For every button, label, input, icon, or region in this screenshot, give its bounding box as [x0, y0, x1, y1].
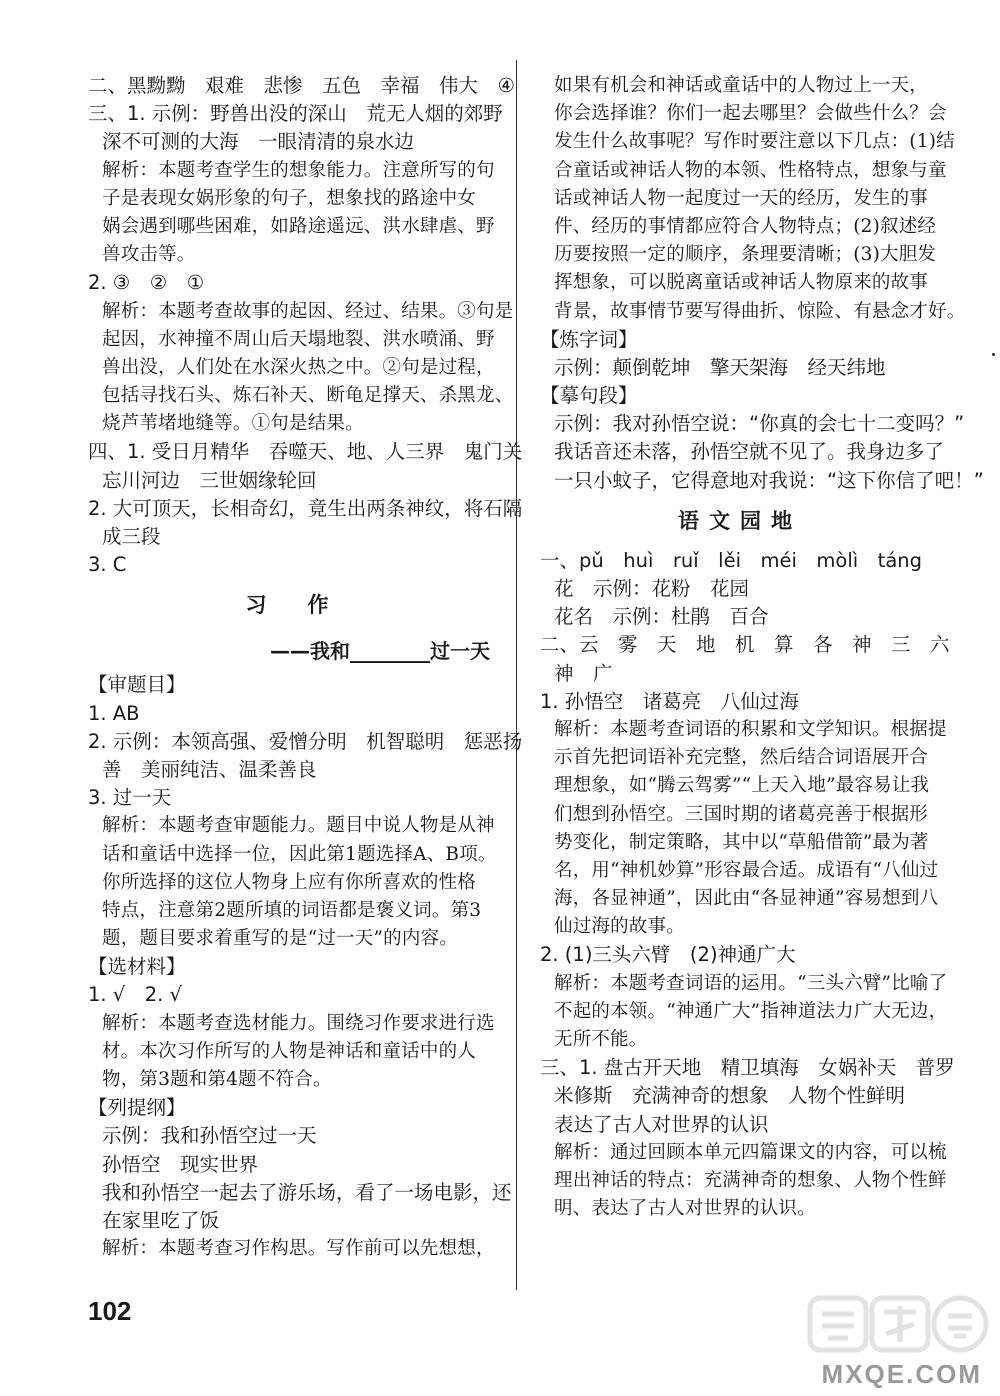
- text-line: 示例：我对孙悟空说：“你真的会七十二变吗？”: [554, 412, 965, 436]
- text-line: 子是表现女娲形象的句子，想象找的路途中女: [102, 187, 477, 209]
- text-line: 2. 大可顶天，长相奇幻，竟生出两条神纹，将石隔: [88, 496, 523, 520]
- text-line: 在家里吃了饭: [102, 1208, 220, 1232]
- text-line: 2. 示例：本领高强、爱憎分明 机智聪明 惩恶扬: [88, 729, 523, 753]
- text-line: 示首先把词语补充完整，然后结合词语展开合: [554, 747, 929, 769]
- text-line: 话或神话人物一起度过一天的经历，发生的事: [554, 187, 929, 209]
- text-line: 包括寻找石头、炼石补天、断龟足撑天、杀黑龙、: [102, 385, 514, 407]
- text-line: 理想象，如“腾云驾雾”“上天入地”最容易让我: [554, 775, 930, 797]
- text-line: 题，题目要求着重写的是“过一天”的内容。: [102, 928, 458, 950]
- text-line: 神 广: [554, 661, 613, 685]
- text-line: 忘川河边 三世姻缘轮回: [102, 468, 317, 492]
- text-line: 兽攻击等。: [102, 244, 196, 266]
- text-line: 海，各显神通”，因此由“各显神通”容易想到八: [554, 888, 939, 910]
- watermark-text: MXQE.COM: [821, 1359, 982, 1389]
- text-line: 历要按照一定的顺序，条理要清晰；(3)大胆发: [554, 244, 937, 266]
- text-line: 【选材料】: [88, 955, 186, 979]
- text-line: 发生什么故事呢？写作时要注意以下几点：(1)结: [554, 131, 955, 153]
- text-line: 起因，水神撞不周山后天塌地裂、洪水喷涌、野: [102, 328, 495, 350]
- text-line: 们想到孙悟空。三国时期的诸葛亮善于根据形: [554, 803, 929, 825]
- text-line: 仙过海的故事。: [554, 916, 685, 938]
- text-line: 解析：本题考查故事的起因、经过、结果。③句是: [102, 300, 514, 322]
- text-line: 解析：本题考查词语的运用。“三头六臂”比喻了: [554, 972, 948, 994]
- right-column: [540, 72, 984, 1223]
- text-line: 材。本次习作所写的人物是神话和童话中的人: [102, 1040, 477, 1062]
- text-line: 解析：本题考查学生的想象能力。注意所写的句: [102, 159, 495, 181]
- text-line: 三、1. 盘古开天地 精卫填海 女娲补天 普罗: [540, 1056, 955, 1080]
- section-title-yuwenyuandi: 语文园地: [678, 508, 802, 533]
- text-line: 二、黑黝黝 艰难 悲惨 五色 幸福 伟大 ④: [88, 74, 515, 97]
- text-line: 解析：本题考查选材能力。围绕习作要求进行选: [102, 1012, 495, 1034]
- right-answers-part2: [540, 547, 955, 1224]
- text-line: 不起的本领。“神通广大”指神道法力广大无边，: [554, 1000, 948, 1022]
- text-line: 2. ③ ② ①: [88, 271, 205, 295]
- text-line: 合童话或神话人物的本领、性格特点，想象与童: [554, 159, 947, 181]
- text-line: 件、经历的事情都应符合人物特点；(2)叙述经: [554, 215, 937, 237]
- column-divider: [516, 60, 517, 1290]
- text-line: 烧芦苇堵地缝等。①句是结果。: [102, 413, 364, 435]
- section-subtitle: ——我和________过一天: [270, 639, 490, 664]
- text-line: 【炼字词】: [540, 327, 638, 351]
- text-line: 3. 过一天: [88, 786, 172, 810]
- text-line: 1. AB: [88, 701, 140, 725]
- stray-dot: [992, 353, 995, 356]
- text-line: 三、1. 示例：野兽出没的深山 荒无人烟的郊野: [88, 102, 503, 126]
- text-line: 二、云 雾 天 地 机 算 各 神 三 六: [540, 633, 950, 657]
- text-line: 【审题目】: [88, 673, 186, 697]
- text-line: 深不可测的大海 一眼清清的泉水边: [102, 130, 415, 154]
- text-line: 特点，注意第2题所填的词语都是褒义词。第3: [102, 899, 482, 921]
- left-answers-part1: [88, 72, 523, 579]
- text-line: 你会选择谁？你们一起去哪里？会做些什么？会: [554, 103, 947, 125]
- text-line: 表达了古人对世界的认识: [554, 1112, 769, 1136]
- text-line: 孙悟空 现实世界: [102, 1152, 259, 1176]
- text-line: 理出神话的特点：充满神奇的想象、人物个性鲜: [554, 1169, 947, 1191]
- page-number: 102: [88, 1296, 132, 1326]
- text-line: 解析：本题考查审题能力。题目中说人物是从神: [102, 815, 495, 837]
- text-line: 1. √ 2. √: [88, 983, 182, 1007]
- text-line: 背景，故事情节要写得曲折、惊险、有悬念才好。: [554, 300, 966, 322]
- text-line: 一只小蚊子，它得意地对我说：“这下你信了吧！”: [554, 468, 984, 492]
- text-line: 明、表达了古人对世界的认识。: [554, 1198, 816, 1220]
- text-line: 花 示例：花粉 花园: [554, 577, 750, 600]
- text-line: 【列提纲】: [88, 1096, 186, 1120]
- text-line: 兽出没，人们处在水深火热之中。②句是过程，: [102, 356, 495, 378]
- right-answers-part1: [540, 72, 984, 495]
- text-line: 3. C: [88, 553, 127, 577]
- text-line: 娲会遇到哪些困难，如路途遥远、洪水肆虐、野: [102, 215, 495, 237]
- text-line: 无所不能。: [554, 1029, 648, 1050]
- text-line: 解析：本题考查习作构思。写作前可以先想想，: [102, 1238, 495, 1260]
- text-line: 【摹句段】: [540, 384, 638, 408]
- left-answers-part2: [88, 671, 523, 1263]
- text-line: 话和童话中选择一位，因此第1题选择A、B项。: [102, 843, 497, 865]
- text-line: 我和孙悟空一起去了游乐场，看了一场电影，还: [102, 1180, 512, 1204]
- text-line: 物，第3题和第4题不符合。: [102, 1069, 332, 1090]
- text-line: 名，用“神机妙算”形容最合适。成语有“八仙过: [554, 859, 939, 881]
- text-line: 成三段: [102, 525, 161, 548]
- text-line: 1. 孙悟空 诸葛亮 八仙过海: [540, 689, 799, 713]
- text-line: 解析：通过回顾本单元四篇课文的内容，可以梳: [554, 1141, 947, 1163]
- text-line: 示例：颠倒乾坤 擎天架海 经天纬地: [554, 355, 886, 379]
- text-line: 善 美丽纯洁、温柔善良: [102, 757, 317, 781]
- text-line: 如果有机会和神话或童话中的人物过上一天，: [554, 75, 929, 96]
- text-line: 示例：我和孙悟空过一天: [102, 1124, 317, 1148]
- text-line: 挥想象，可以脱离童话或神话人物原来的故事: [554, 272, 929, 294]
- section-title-xizuo: 习 作: [245, 593, 339, 618]
- text-line: 2. (1)三头六臂 (2)神通广大: [540, 943, 796, 967]
- text-line: 一、pǔ huì ruǐ lěi méi mòlì táng: [540, 548, 923, 572]
- text-line: 我话音还未落，孙悟空就不见了。我身边多了: [554, 440, 945, 464]
- text-line: 解析：本题考查词语的积累和文学知识。根据提: [554, 718, 947, 740]
- text-line: 米修斯 充满神奇的想象 人物个性鲜明: [554, 1084, 906, 1108]
- left-column: [88, 72, 523, 1263]
- text-line: 四、1. 受日月精华 吞噬天、地、人三界 鬼门关: [88, 440, 523, 464]
- text-line: 你所选择的这位人物身上应有你所喜欢的性格: [102, 871, 477, 893]
- text-line: 势变化，制定策略，其中以“草船借箭”最为著: [554, 831, 929, 853]
- text-line: 花名 示例：杜鹃 百合: [554, 605, 769, 629]
